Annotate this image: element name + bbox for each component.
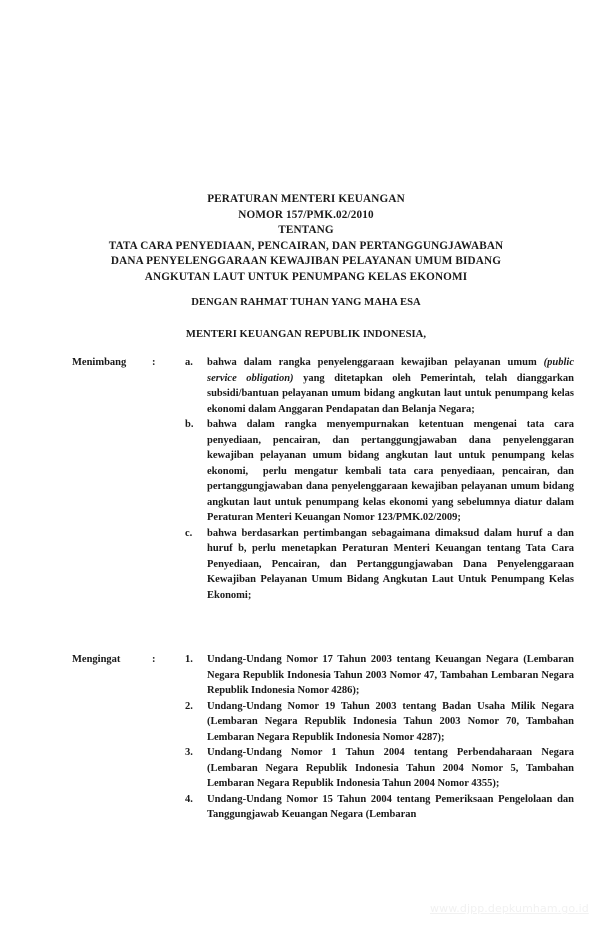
clause-text: bahwa dalam rangka penyelenggaraan kewajiban pelayanan umum (public service obligation) yang ditetapkan oleh Pemerintah, telah dianggarkan subsidi/bantuan pelayanan umum bidang angkutan laut untuk penumpang kelas ekonomi dalam Anggaran Pendapatan dan Belanja Negara;: [207, 357, 574, 415]
clause-text: Undang-Undang Nomor 15 Tahun 2004 tentang Pemeriksaan Pengelolaan dan Tanggungjawab Keuangan Negara (Lembaran: [207, 793, 574, 820]
section-colon-mengingat: :: [152, 654, 156, 665]
clause-text: bahwa dalam rangka menyempurnakan ketentuan mengenai tata cara penyediaan, pencairan, dan pertanggungjawaban dana penyelenggaran kewajiban pelayanan umum bidang angkutan laut untuk penumpang kelas ekonomi, perlu mengatur kembali tata cara penyediaan, pencairan, dan pertanggungjawaban dana penyelenggaraan kewajiban pelayanan umum bidang angkutan laut untuk penumpang kelas ekonomi yang sebelumnya diatur dalam Peraturan Menteri Keuangan Nomor 123/PMK.02/2009;: [207, 419, 574, 523]
section-label-menimbang: Menimbang: [72, 357, 127, 368]
clause-list-mengingat: [185, 652, 574, 823]
title-line-6: ANGKUTAN LAUT UNTUK PENUMPANG KELAS EKONOMI: [144, 270, 468, 283]
title-line-3: TENTANG: [278, 224, 334, 237]
title-line-2: NOMOR 157/PMK.02/2010: [238, 208, 374, 221]
clause-marker: 3.: [185, 747, 193, 758]
clause-item: [185, 699, 574, 746]
section-label-mengingat: Mengingat: [72, 654, 121, 665]
clause-item: [185, 417, 574, 526]
clause-marker: c.: [185, 527, 193, 539]
clause-text: bahwa berdasarkan pertimbangan sebagaimana dimaksud dalam huruf a dan huruf b, perlu menetapkan Peraturan Menteri Keuangan tentang Tata Cara Penyediaan, Pencairan, dan Pertanggungjawaban Dana Penyelenggaraan Kewajiban Pelayanan Umum Bidang Angkutan Laut Untuk Penumpang Kelas Ekonomi;: [207, 527, 574, 601]
clause-marker: 4.: [185, 793, 193, 805]
clause-item: [185, 355, 574, 417]
clause-item: [185, 652, 574, 699]
section-menimbang: [72, 355, 574, 603]
title-line-5: DANA PENYELENGGARAAN KEWAJIBAN PELAYANAN UMUM BIDANG: [110, 255, 502, 268]
document-subheadings: [0, 295, 612, 342]
subheading-invocation: DENGAN RAHMAT TUHAN YANG MAHA ESA: [191, 297, 421, 308]
title-line-1: PERATURAN MENTERI KEUANGAN: [207, 193, 405, 205]
title-line-4: TATA CARA PENYEDIAAN, PENCAIRAN, DAN PERTANGGUNGJAWABAN: [108, 239, 504, 252]
clause-item: [185, 526, 574, 604]
document-title-block: [0, 192, 612, 286]
subheading-issuer: MENTERI KEUANGAN REPUBLIK INDONESIA,: [185, 328, 427, 340]
page-watermark: www.djpp.depkumham.go.id: [430, 902, 589, 915]
section-colon-menimbang: :: [152, 357, 156, 368]
clause-marker: 1.: [185, 654, 193, 665]
clause-item: [185, 745, 574, 792]
clause-list-menimbang: [185, 355, 574, 603]
clause-text: Undang-Undang Nomor 19 Tahun 2003 tentang Badan Usaha Milik Negara (Lembaran Negara Republik Indonesia Tahun 2003 Nomor 70, Tambahan Lembaran Negara Republik Indonesia Nomor 4287);: [207, 700, 574, 743]
clause-marker: a.: [185, 357, 193, 368]
section-mengingat: [72, 652, 574, 823]
clause-marker: 2.: [185, 700, 193, 712]
clause-marker: b.: [185, 419, 194, 430]
clause-item: [185, 792, 574, 823]
clause-text: Undang-Undang Nomor 1 Tahun 2004 tentang Perbendaharaan Negara (Lembaran Negara Republik Indonesia Tahun 2004 Nomor 5, Tambahan Lembaran Negara Republik Indonesia Tahun 2004 Nomor 4355);: [207, 747, 574, 789]
clause-text: Undang-Undang Nomor 17 Tahun 2003 tentang Keuangan Negara (Lembaran Negara Republik Indonesia Tahun 2003 Nomor 47, Tambahan Lembaran Negara Republik Indonesia Nomor 4286);: [207, 654, 574, 696]
